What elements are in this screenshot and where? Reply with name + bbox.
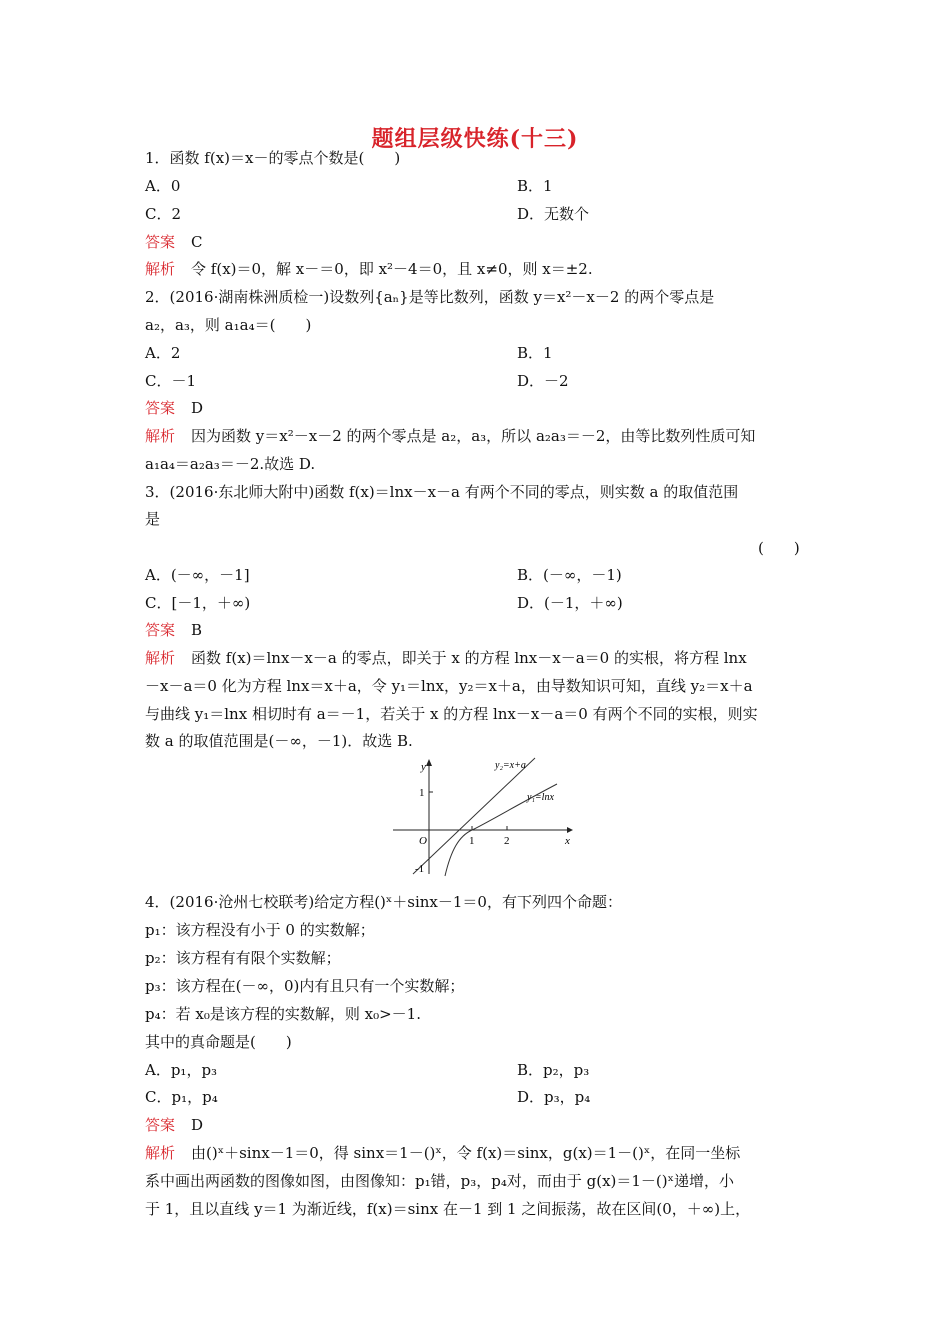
answer-label: 答案 xyxy=(145,399,176,417)
q4-question: 其中的真命题是( ) xyxy=(145,1033,292,1051)
q3-stem-line2: 是 xyxy=(145,510,161,528)
q3-option-b: B．(－∞，－1) xyxy=(517,566,622,584)
q3-stem-line1: 3．(2016·东北师大附中)函数 f(x)＝lnx－x－a 有两个不同的零点，则实数 a 的取值范围 xyxy=(145,483,739,501)
q4-option-a: A．p₁，p₃ xyxy=(145,1061,218,1079)
q3-option-a: A．(－∞，－1] xyxy=(145,566,250,584)
answer-label: 答案 xyxy=(145,233,176,251)
q4-proposition-p2: p₂：该方程有有限个实数解； xyxy=(145,949,341,967)
x-axis-label: x xyxy=(565,835,570,847)
q4-option-c: C．p₁，p₄ xyxy=(145,1088,218,1106)
origin-label: O xyxy=(419,835,427,847)
q3-answer: B xyxy=(191,621,203,639)
curve-label: y₁=lnx xyxy=(527,792,554,803)
x-tick-label-1: 1 xyxy=(469,835,475,847)
q4-analysis-1: 由()ˣ＋sinx－1＝0，得 sinx＝1－()ˣ，令 f(x)＝sinx，g(x)＝1－()ˣ，在同一坐标 xyxy=(191,1144,741,1162)
q1-stem: 1．函数 f(x)＝x－的零点个数是( ) xyxy=(145,149,401,167)
q2-answer: D xyxy=(191,399,204,417)
line-label: y₂=x+a xyxy=(495,760,526,771)
q2-option-c: C．－1 xyxy=(145,372,197,390)
x-axis-arrow-icon xyxy=(567,827,573,833)
q1-analysis: 令 f(x)＝0，解 x－＝0，即 x²－4＝0，且 x≠0，则 x＝±2. xyxy=(191,260,593,278)
q3-analysis-1: 函数 f(x)＝lnx－x－a 的零点，即关于 x 的方程 lnx－x－a＝0 的实根，将方程 lnx xyxy=(191,649,747,667)
answer-label: 答案 xyxy=(145,1116,176,1134)
q2-option-b: B．1 xyxy=(517,344,553,362)
x-tick-label-2: 2 xyxy=(504,835,510,847)
q2-stem-line1: 2．(2016·湖南株洲质检一)设数列{aₙ}是等比数列，函数 y＝x²－x－2 的两个零点是 xyxy=(145,288,715,306)
q3-figure xyxy=(385,754,575,880)
q3-answer-line xyxy=(145,620,202,640)
y-tick-label-neg1: -1 xyxy=(415,863,425,875)
q2-answer-line xyxy=(145,398,203,418)
q2-option-d: D．－2 xyxy=(517,372,569,390)
q3-option-d: D．(－1，＋∞) xyxy=(517,594,623,612)
q2-analysis-line1 xyxy=(145,426,755,446)
q4-proposition-p4: p₄：若 x₀是该方程的实数解，则 x₀>－1. xyxy=(145,1005,421,1023)
y-axis-arrow-icon xyxy=(426,759,432,766)
q3-analysis-line2: －x－a＝0 化为方程 lnx＝x＋a，令 y₁＝lnx，y₂＝x＋a，由导数知识可知，直线 y₂＝x＋a xyxy=(145,677,753,695)
tangent-line xyxy=(413,758,535,874)
q2-analysis-1: 因为函数 y＝x²－x－2 的两个零点是 a₂，a₃，所以 a₂a₃＝－2，由等比数列性质可知 xyxy=(191,427,756,445)
q1-option-c: C．2 xyxy=(145,205,182,223)
q1-answer-line xyxy=(145,232,203,252)
q4-proposition-p1: p₁：该方程没有小于 0 的实数解； xyxy=(145,921,375,939)
analysis-label: 解析 xyxy=(145,1144,176,1162)
q3-analysis-line1 xyxy=(145,648,747,668)
q1-option-b: B．1 xyxy=(517,177,553,195)
y-tick-label-1: 1 xyxy=(419,787,425,799)
q1-option-d: D．无数个 xyxy=(517,205,590,223)
q2-stem-line2: a₂，a₃，则 a₁a₄＝( ) xyxy=(145,316,312,334)
q4-stem: 4．(2016·沧州七校联考)给定方程()ˣ＋sinx－1＝0，有下列四个命题： xyxy=(145,893,622,911)
q4-option-b: B．p₂，p₃ xyxy=(517,1061,590,1079)
q1-analysis-line xyxy=(145,259,593,279)
q1-option-a: A．0 xyxy=(145,177,181,195)
analysis-label: 解析 xyxy=(145,427,176,445)
y-axis-label: y xyxy=(421,761,426,773)
q3-analysis-line4: 数 a 的取值范围是(－∞，－1)．故选 B. xyxy=(145,732,413,750)
q2-analysis-line2: a₁a₄＝a₂a₃＝－2.故选 D. xyxy=(145,455,316,473)
q2-option-a: A．2 xyxy=(145,344,181,362)
q4-answer: D xyxy=(191,1116,204,1134)
q4-answer-line xyxy=(145,1115,203,1135)
q3-option-c: C．[－1，＋∞) xyxy=(145,594,251,612)
answer-label: 答案 xyxy=(145,621,176,639)
page-title: 题组层级快练(十三) xyxy=(371,126,579,152)
q4-proposition-p3: p₃：该方程在(－∞，0)内有且只有一个实数解； xyxy=(145,977,465,995)
q1-answer: C xyxy=(191,233,203,251)
q3-answer-blank: ( ) xyxy=(758,539,800,557)
q4-analysis-line1 xyxy=(145,1143,740,1163)
analysis-label: 解析 xyxy=(145,260,176,278)
q3-analysis-line3: 与曲线 y₁＝lnx 相切时有 a＝－1，若关于 x 的方程 lnx－x－a＝0 有两个不同的实根，则实 xyxy=(145,705,758,723)
q4-analysis-line2: 系中画出两函数的图像如图，由图像知：p₁错，p₃，p₄对，而由于 g(x)＝1－()ˣ递增，小 xyxy=(145,1172,734,1190)
analysis-label: 解析 xyxy=(145,649,176,667)
q4-analysis-line3: 于 1，且以直线 y＝1 为渐近线，f(x)＝sinx 在－1 到 1 之间振荡，故在区间(0，＋∞)上， xyxy=(145,1200,751,1218)
q4-option-d: D．p₃，p₄ xyxy=(517,1088,591,1106)
